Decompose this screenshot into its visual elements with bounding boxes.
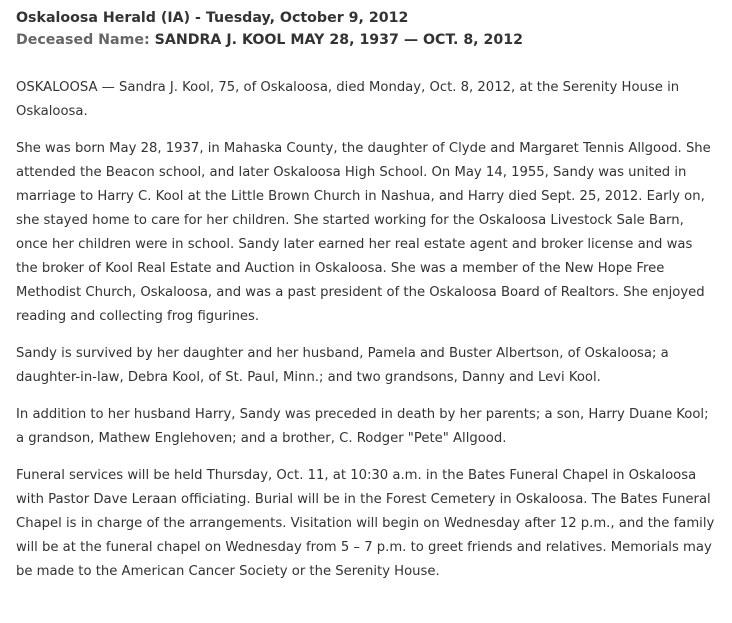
header-separator: - <box>190 10 206 26</box>
publication-line <box>16 8 726 28</box>
deceased-name: SANDRA J. KOOL MAY 28, 1937 — OCT. 8, 2012 <box>154 32 524 48</box>
paragraph-survivors: Sandy is survived by her daughter and her husband, Pamela and Buster Albertson, of Oskaloosa; a daughter-in-law, Debra Kool, of St. Paul, Minn.; and two grandsons, Danny and Levi Kool. <box>16 346 669 385</box>
publication-date: Tuesday, October 9, 2012 <box>205 10 409 26</box>
paragraph-biography: She was born May 28, 1937, in Mahaska County, the daughter of Clyde and Margaret Tennis Allgood. She attended the Beacon school, and later Oskaloosa High School. On May 14, 1955, Sandy was united in marriage to Harry C. Kool at the Little Brown Church in Nashua, and Harry died Sept. 25, 2012. Early on, she stayed home to care for her children. She started working for the Oskaloosa Livestock Sale Barn, once her children were in school. Sandy later earned her real estate agent and broker license and was the broker of Kool Real Estate and Auction in Oskaloosa. She was a member of the New Hope Free Methodist Church, Oskaloosa, and was a past president of the Oskaloosa Board of Realtors. She enjoyed reading and collecting frog figurines. <box>16 141 711 324</box>
deceased-label: Deceased Name: <box>16 32 150 48</box>
deceased-line <box>16 30 726 50</box>
paragraph-services: Funeral services will be held Thursday, Oct. 11, at 10:30 a.m. in the Bates Funeral Chapel in Oskaloosa with Pastor Dave Leraan officiating. Burial will be in the Forest Cemetery in Oskaloosa. The Bates Funeral Chapel is in charge of the arrangements. Visitation will begin on Wednesday after 12 p.m., and the family will be at the funeral chapel on Wednesday from 5 – 7 p.m. to greet friends and relatives. Memorials may be made to the American Cancer Society or the Serenity House. <box>16 468 715 579</box>
paragraph-preceded: In addition to her husband Harry, Sandy was preceded in death by her parents; a son, Harry Duane Kool; a grandson, Mathew Englehoven; and a brother, C. Rodger "Pete" Allgood. <box>16 407 709 446</box>
obituary-header <box>16 8 726 50</box>
newspaper-name: Oskaloosa Herald (IA) <box>16 10 191 26</box>
obituary-body <box>16 76 718 597</box>
paragraph-intro: OSKALOOSA — Sandra J. Kool, 75, of Oskaloosa, died Monday, Oct. 8, 2012, at the Serenity House in Oskaloosa. <box>16 80 680 119</box>
